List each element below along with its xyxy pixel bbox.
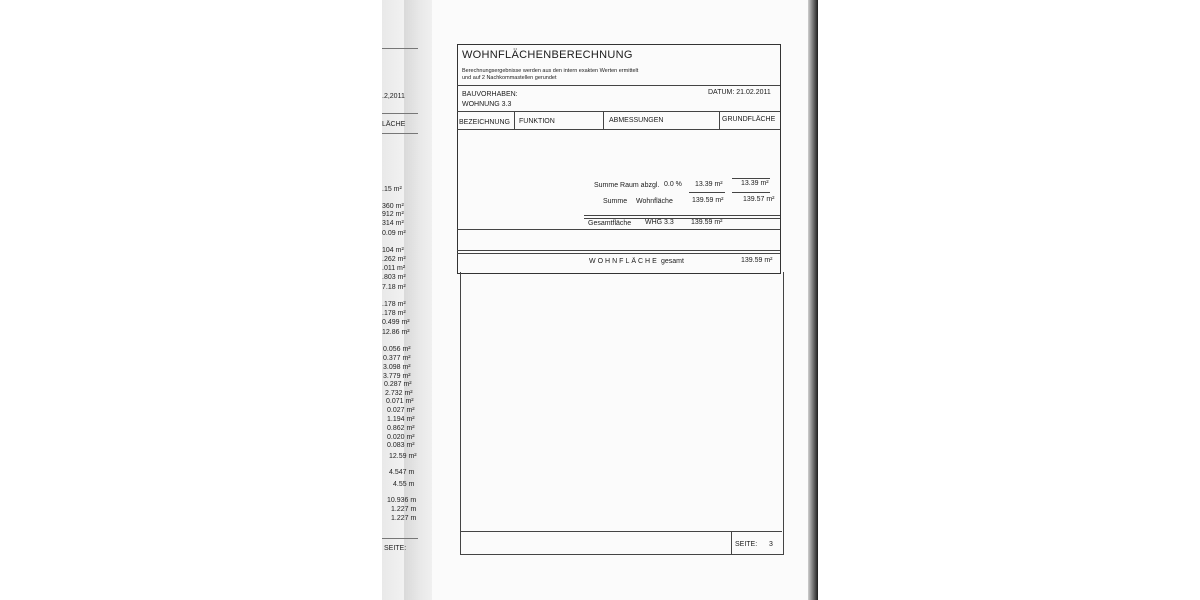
left-page-value: .803 m² xyxy=(382,274,406,281)
left-page-value: 3.779 m² xyxy=(383,373,411,380)
left-page-rule xyxy=(382,538,418,539)
left-page-value: .262 m² xyxy=(382,256,406,263)
seite-value: 3 xyxy=(769,541,773,548)
double-rule-bottom xyxy=(584,218,780,219)
left-page-value: 10.936 m xyxy=(387,497,417,504)
left-page-value: .15 m² xyxy=(382,186,402,193)
left-page-value: 0.083 m² xyxy=(387,442,415,449)
column-separator xyxy=(514,112,515,130)
left-page-value: 12.86 m² xyxy=(382,329,410,336)
left-page-value: 314 m² xyxy=(382,220,404,227)
column-header-funktion: FUNKTION xyxy=(519,118,555,125)
left-page-value: 12.59 m² xyxy=(389,453,417,460)
left-page-rule xyxy=(382,113,418,114)
column-header-grundflaeche: GRUNDFLÄCHE xyxy=(722,116,776,123)
bauvorhaben-value: WOHNUNG 3.3 xyxy=(462,101,512,108)
left-page-value: 0.862 m² xyxy=(387,425,415,432)
summe-raum-label: Summe Raum abzgl. xyxy=(594,182,660,189)
gesamtflaeche-unit: WHG 3.3 xyxy=(645,219,674,226)
left-page-column-fragment: LÄCHE xyxy=(382,121,406,128)
form-divider xyxy=(457,129,780,130)
left-page-value: 104 m² xyxy=(382,247,404,254)
left-page-value: 1.227 m xyxy=(391,515,417,522)
calculation-form-lower xyxy=(460,272,784,555)
summe-raum-value-1: 13.39 m² xyxy=(695,181,723,188)
left-page-value: 7.18 m² xyxy=(382,284,406,291)
left-page-value: 4.55 m xyxy=(393,481,415,488)
left-page-value: 1.194 m² xyxy=(387,416,415,423)
double-rule-top xyxy=(584,215,780,216)
column-header-bezeichnung: BEZEICHNUNG xyxy=(459,119,510,126)
left-page-date-fragment: .2,2011 xyxy=(382,93,405,100)
left-page-value: 912 m² xyxy=(382,211,404,218)
left-page-value: .178 m² xyxy=(382,301,406,308)
left-page-value: 0.020 m² xyxy=(387,434,415,441)
left-page-value: 0.499 m² xyxy=(382,319,410,326)
column-separator xyxy=(719,112,720,130)
left-page-value: 0.027 m² xyxy=(387,407,415,414)
left-page-value: 2.732 m² xyxy=(385,390,413,397)
gesamtflaeche-label: Gesamtfläche xyxy=(588,220,632,227)
summe-raum-percent: 0.0 % xyxy=(664,181,682,188)
column-separator xyxy=(603,112,604,130)
page-box-separator xyxy=(731,531,732,554)
wohnflaeche-gesamt-value: 139.59 m² xyxy=(741,257,773,264)
form-note-line-1: Berechnungsergebnisse werden aus den intern exakten Werten ermittelt xyxy=(462,68,639,74)
form-title: WOHNFLÄCHENBERECHNUNG xyxy=(462,49,633,61)
left-page-rule xyxy=(382,48,418,49)
left-page-value: 4.547 m xyxy=(389,469,415,476)
double-rule-bottom xyxy=(457,253,780,254)
gesamtflaeche-value: 139.59 m² xyxy=(691,219,723,226)
left-page-value: .178 m² xyxy=(382,310,406,317)
summe-raum-value-2: 13.39 m² xyxy=(741,180,769,187)
left-page-value: 0.287 m² xyxy=(384,381,412,388)
form-divider xyxy=(460,531,782,532)
sum-underline xyxy=(689,192,725,193)
column-header-abmessungen: ABMESSUNGEN xyxy=(609,117,664,124)
wohnflaeche-gesamt-label: WOHNFLÄCHE xyxy=(589,258,659,265)
left-page-seite-label: SEITE: xyxy=(384,545,407,552)
sum-underline xyxy=(732,192,770,193)
form-divider xyxy=(457,229,780,230)
summe-wohnflaeche-label: Summe xyxy=(603,198,628,205)
seite-label: SEITE: xyxy=(735,541,758,548)
summe-wohnflaeche-value-1: 139.59 m² xyxy=(692,197,724,204)
left-page-value: 0.377 m² xyxy=(383,355,411,362)
form-note-line-2: und auf 2 Nachkommastellen gerundet xyxy=(462,75,557,81)
summe-wohnflaeche-value-2: 139.57 m² xyxy=(743,196,775,203)
summe-wohnflaeche-sub: Wohnfläche xyxy=(636,198,673,205)
bauvorhaben-label: BAUVORHABEN: xyxy=(462,91,518,98)
datum: DATUM: 21.02.2011 xyxy=(708,89,771,96)
left-page-value: 1.227 m xyxy=(391,506,417,513)
left-page-value: .011 m² xyxy=(382,265,406,272)
sum-underline xyxy=(732,178,770,179)
double-rule-top xyxy=(457,250,780,251)
page-edge-shadow xyxy=(808,0,818,600)
left-page-value: 3.098 m² xyxy=(383,364,411,371)
form-divider xyxy=(457,111,780,112)
left-page-value: 0.09 m² xyxy=(382,230,406,237)
left-page-value: 0.071 m² xyxy=(386,398,414,405)
form-divider xyxy=(457,85,780,86)
wohnflaeche-gesamt-sub: gesamt xyxy=(661,258,684,265)
left-page-value: 0.056 m² xyxy=(383,346,411,353)
left-page-rule xyxy=(382,133,418,134)
left-page-value: 360 m² xyxy=(382,203,404,210)
